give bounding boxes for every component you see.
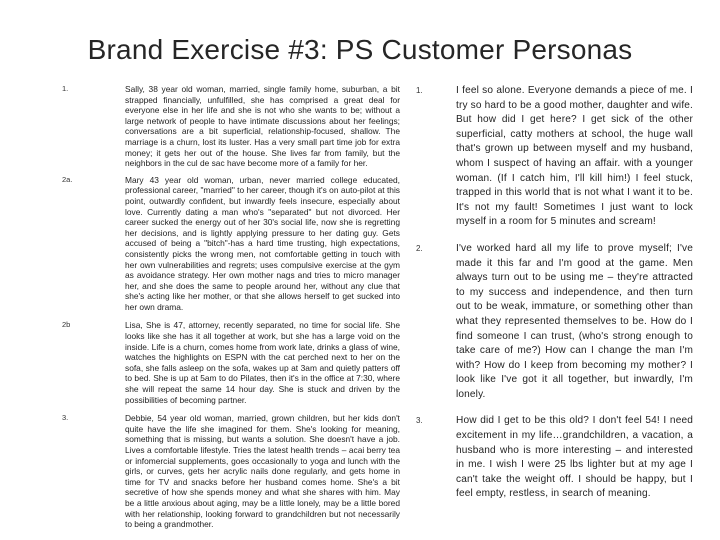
persona-description: Debbie, 54 year old woman, married, grown children, but her kids don't quite have the life she imagined for them. She's looking for meaning, something that is missing, but wants a solution. She doesn't have a job. Lives a comfortable lifestyle. Tries the latest health trends – acai berry tea or infomercial supplements, goes occasionally to yoga and lunch with the girls, or curves, gets her acrylic nails done regularly, and gets home in time for TV and snacks before her husband comes home. She's a bit secretive of how she spends money and what she shares with him. May be a little anxious about aging, may be a little lonely, may be a little bored with her relationship, looking forward to grandchildren but not necessarily to being a grandmother. — [125, 413, 400, 530]
persona-description-item — [62, 175, 400, 313]
quote-number: 3. — [416, 416, 423, 426]
persona-quote-item — [410, 84, 693, 230]
persona-quotes — [410, 84, 693, 502]
persona-description-item — [62, 84, 400, 169]
persona-number: 2a. — [62, 174, 73, 184]
persona-quote: I feel so alone. Everyone demands a piece of me. I try so hard to be a good mother, daughter and wife. But how did I get here? I get sick of the other superficial, catty mothers at school, the huge wall that's grown up between myself and my husband, whom I suspect of having an affair. with a younger woman. (If I catch him, I'll kill him!) I feel stuck, trapped in this world that is not what I want it to be. It's not my fault! Sometimes I just want to lock myself in a room for 5 minutes and scream! — [456, 85, 693, 228]
persona-description: Mary 43 year old woman, urban, never married college educated, professional career, "married" to her career, though it's on auto-pilot at this point, outwardly confident, but inwardly feels insecure, especially about love. Currently dating a man who's "separated" but not divorced. Her career sucked the energy out of her 30's social life, now she is regretting her decisions, and is lightly applying pressure to her dating guy. Gets accused of being a "bitch"-has a hard time trusting, high expectations, consistently picks the wrong men, not comfortable getting in touch with her own vulnerabilities and regrets; uses compulsive exercise at the gym as avoidance strategy. Her own mother nags and tries to micro manager her, and she does the same to people around her, without any clue that she's acting like her mother, or that she allows herself to get sucked into her own drama. — [125, 174, 400, 312]
quote-number: 1. — [416, 86, 423, 95]
persona-quote-item — [410, 414, 693, 502]
persona-description-item — [62, 413, 400, 530]
persona-number: 2b — [62, 320, 71, 330]
persona-quote: How did I get to be this old? I don't feel 54! I need excitement in my life…grandchildren, a vacation, a husband who is more interesting – and interested in me. I wish I were 25 lbs lighter but at my age I can't take the weight off. I should be happy, but I feel empty, restless, in search of meaning. — [456, 415, 693, 500]
slide-title: Brand Exercise #3: PS Customer Personas — [87, 34, 633, 65]
persona-number: 1. — [62, 84, 69, 93]
persona-description: Lisa, She is 47, attorney, recently separated, no time for social life. She looks like she has it all together at work, but she has a large void on the inside. Life is a churn, comes home from work late, drinks a glass of wine, watches the highlights on ESPN with the cat perched next to her on the sofa, she falls asleep on the sofa, wakes up at 3am and quietly patters off to bed. She is up at 5am to do Pilates, then it's in the office at 7:30, where she will repeat the same 14 hour day. She is stuck and driven by the possibilities of becoming partner. — [125, 320, 400, 405]
quote-number: 2. — [416, 243, 423, 253]
persona-description-item — [62, 320, 400, 405]
persona-descriptions — [62, 84, 400, 530]
persona-description: Sally, 38 year old woman, married, single family home, suburban, a bit strapped financially, unfulfilled, she has comprised a great deal for everyone else in her life and she is not who she wants to be; without a large network of people to have intimate discussions about her feelings; conversations are a bit superficial, relationship-focused, shallow. The marriage is a churn, lost its luster. Has a very small part time job for extra money; it gets her out of the house. She lives far from family, but the neighbors in the cul de sac have become more of a family for her. — [125, 84, 400, 169]
persona-number: 3. — [62, 413, 69, 423]
persona-quote: I've worked hard all my life to prove myself; I've made it this far and I'm good at the game. Men always turn out to be using me – they're attracted to my success and independence, and then turn out to be weak, immature, or something other than what they represented themselves to be. How do I find someone I can trust, (who's strong enough to take care of me?) How can I change the man I'm with? How do I keep from becoming my mother? I look like I've got it all together, but inwardly, I'm lonely. — [456, 242, 693, 400]
persona-quote-item — [410, 242, 693, 403]
